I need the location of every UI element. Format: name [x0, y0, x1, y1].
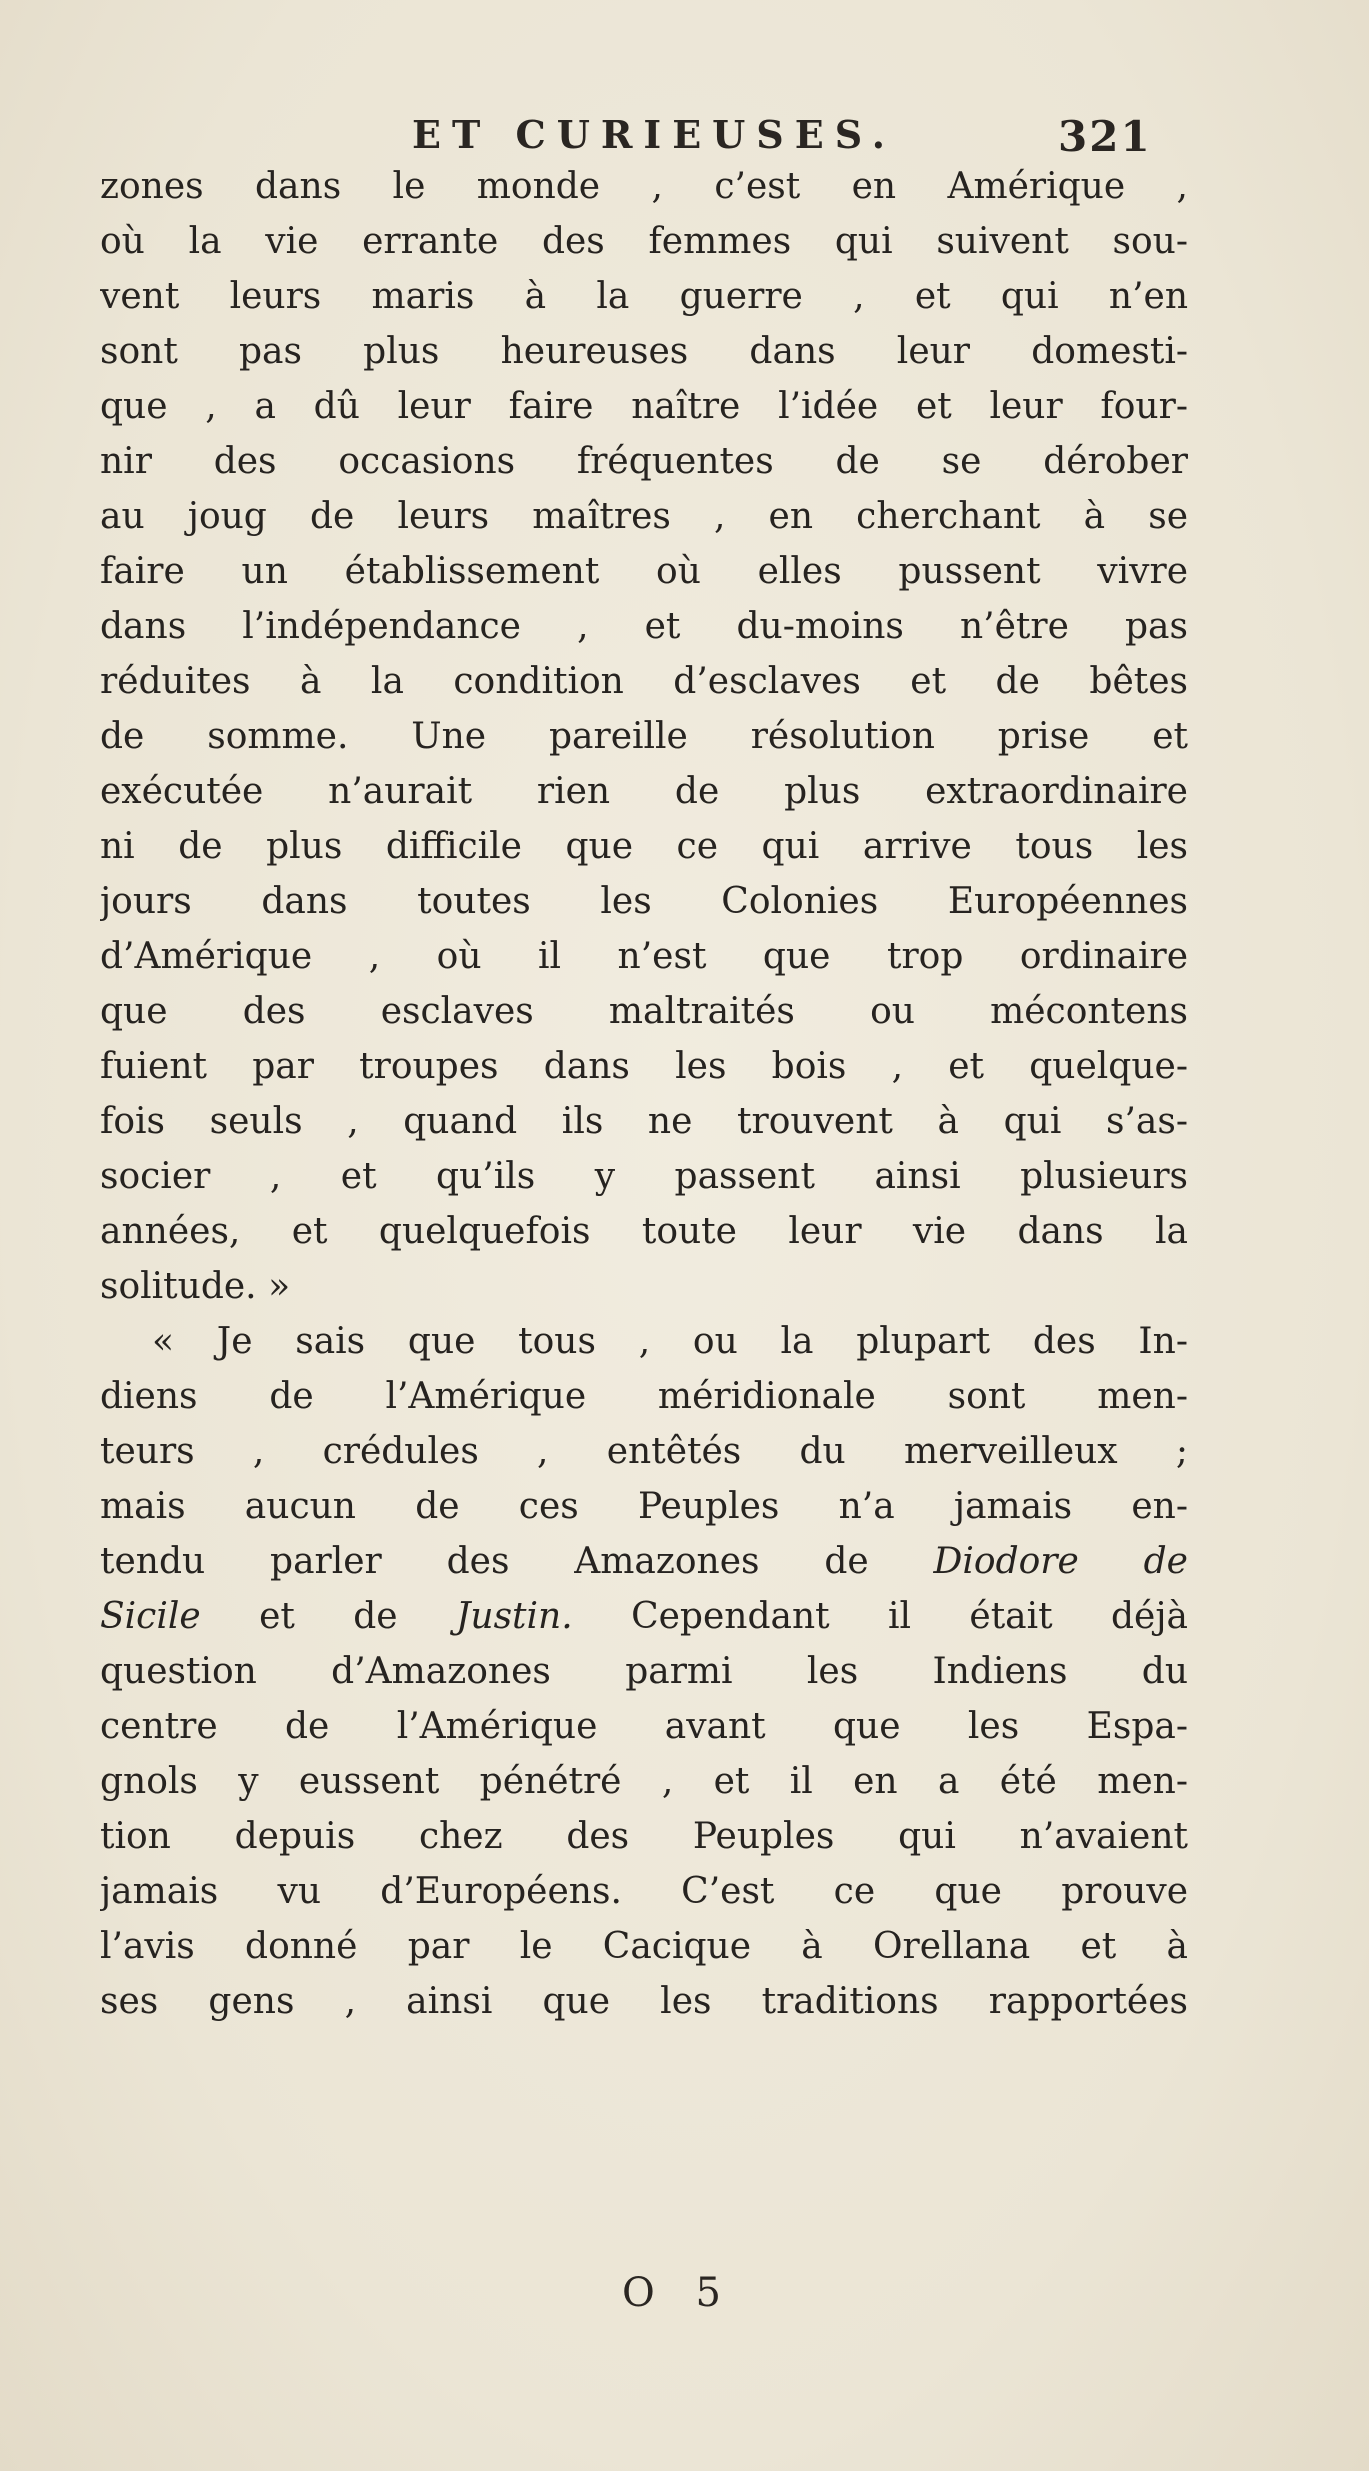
text-line: tion depuis chez des Peuples qui n’avaient	[100, 1816, 1188, 1857]
text-line-paragraph-end: solitude. »	[100, 1266, 291, 1307]
signature-mark: O 5	[622, 2270, 735, 2316]
text-line: diens de l’Amérique méridionale sont men-	[100, 1376, 1188, 1417]
text-line: d’Amérique , où il n’est que trop ordinaire	[100, 936, 1188, 977]
italic-name: Sicile	[100, 1596, 201, 1637]
text-line: socier , et qu’ils y passent ainsi plusieurs	[100, 1156, 1188, 1197]
text-line: vent leurs maris à la guerre , et qui n’en	[100, 276, 1188, 317]
text-line: dans l’indépendance , et du-moins n’être pas	[100, 606, 1188, 647]
text-line: ses gens , ainsi que les traditions rapportées	[100, 1981, 1188, 2022]
text-line: de somme. Une pareille résolution prise et	[100, 716, 1188, 757]
text-line: fuient par troupes dans les bois , et quelque-	[100, 1046, 1188, 1087]
text-line: exécutée n’aurait rien de plus extraordinaire	[100, 771, 1188, 812]
italic-name: Diodore de	[933, 1541, 1188, 1582]
text-line: zones dans le monde , c’est en Amérique ,	[100, 166, 1188, 207]
text-line-with-italic	[100, 1537, 1188, 1587]
text-line: nir des occasions fréquentes de se dérober	[100, 441, 1188, 482]
text-line: sont pas plus heureuses dans leur domesti-	[100, 331, 1188, 372]
text-line-paragraph-start: « Je sais que tous , ou la plupart des In-	[152, 1321, 1188, 1362]
text-span: tendu parler des Amazones de	[100, 1541, 869, 1582]
text-line: question d’Amazones parmi les Indiens du	[100, 1651, 1188, 1692]
text-line: années, et quelquefois toute leur vie dans la	[100, 1211, 1188, 1252]
text-line: où la vie errante des femmes qui suivent sou-	[100, 221, 1188, 262]
text-line: ni de plus difficile que ce qui arrive tous les	[100, 826, 1188, 867]
text-line: mais aucun de ces Peuples n’a jamais en-	[100, 1486, 1188, 1527]
text-line: l’avis donné par le Cacique à Orellana et à	[100, 1926, 1188, 1967]
text-line: jours dans toutes les Colonies Européennes	[100, 881, 1188, 922]
italic-name: Justin.	[455, 1596, 573, 1637]
running-title: ET CURIEUSES.	[412, 112, 897, 157]
text-line: fois seuls , quand ils ne trouvent à qui s’as-	[100, 1101, 1188, 1142]
text-line: que des esclaves maltraités ou mécontens	[100, 991, 1188, 1032]
text-span: et de	[259, 1596, 398, 1637]
page-number: 321	[1058, 112, 1152, 161]
text-line: faire un établissement où elles pussent vivre	[100, 551, 1188, 592]
text-line-with-italic	[100, 1592, 1188, 1642]
text-span: Cependant il était déjà	[631, 1596, 1188, 1637]
text-line: au joug de leurs maîtres , en cherchant à se	[100, 496, 1188, 537]
text-line: que , a dû leur faire naître l’idée et leur four-	[100, 386, 1188, 427]
text-line: centre de l’Amérique avant que les Espa-	[100, 1706, 1188, 1747]
text-line: gnols y eussent pénétré , et il en a été men-	[100, 1761, 1188, 1802]
text-line: teurs , crédules , entêtés du merveilleux ;	[100, 1431, 1188, 1472]
text-line: jamais vu d’Européens. C’est ce que prouve	[100, 1871, 1188, 1912]
text-line: réduites à la condition d’esclaves et de bêtes	[100, 661, 1188, 702]
